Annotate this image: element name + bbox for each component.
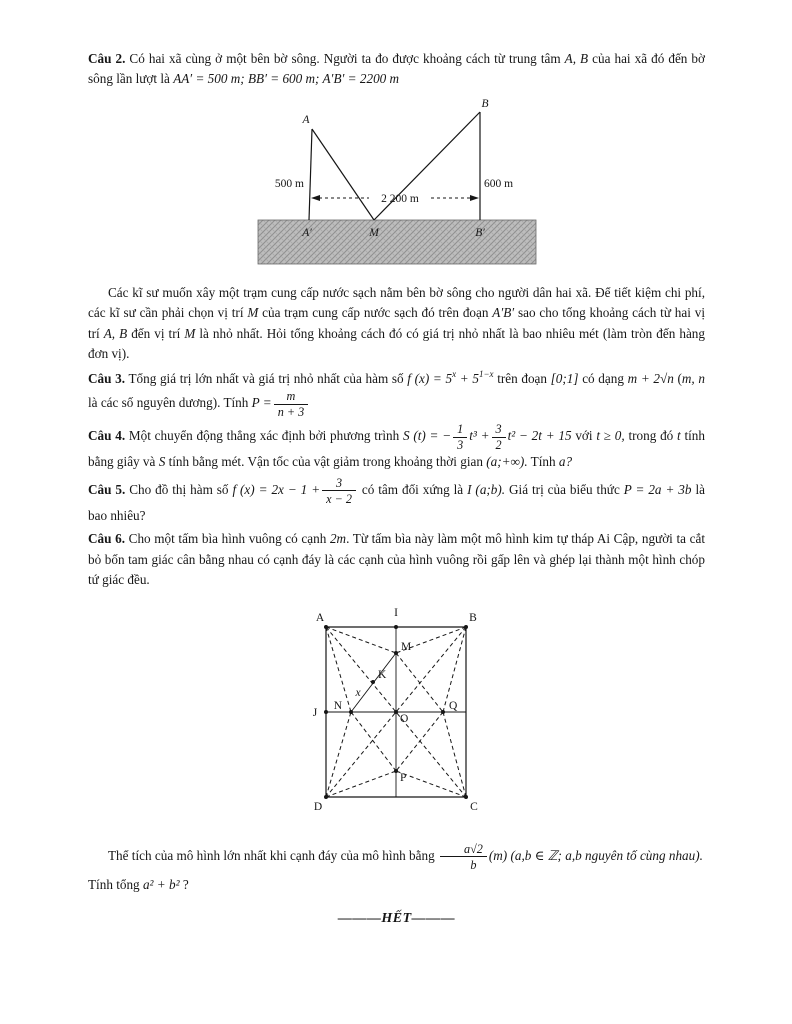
label-J: J [312, 706, 317, 719]
fraction [274, 389, 309, 419]
point-A [324, 625, 328, 629]
fraction-numerator: 1 [453, 422, 467, 438]
distance-2200-label: 2 200 m [380, 192, 419, 205]
text-run: ? [179, 876, 189, 892]
fraction-numerator: a√2 [440, 842, 487, 858]
fraction-denominator: n + 3 [277, 405, 305, 420]
superscript-run: 1−x [478, 368, 494, 379]
fraction-denominator: x − 2 [326, 491, 352, 506]
math-run: P = [251, 395, 272, 411]
point-N [349, 710, 353, 714]
end-label: HẾT [381, 911, 412, 927]
q4-paragraph [88, 422, 705, 473]
math-run: t [677, 428, 681, 444]
math-run: t ≥ 0, [596, 428, 625, 444]
text-run: tính bằng mét. Vận tốc của vật giảm trong khoảng thời gian [165, 454, 487, 470]
math-run: A, B [564, 51, 589, 66]
q6-volume-paragraph [88, 842, 705, 872]
label-I: I [393, 606, 398, 619]
point-I [394, 625, 398, 629]
fraction-numerator: 3 [492, 422, 506, 438]
text-run: Giá trị của biểu thức [505, 481, 624, 497]
text-run: Một chuyển động thẳng xác định bởi phương trình [125, 428, 403, 444]
river-diagram [257, 94, 537, 270]
math-run: t² − 2t + 15 [507, 428, 572, 444]
point-A-label: A [301, 113, 310, 126]
q6-final-question [88, 875, 705, 895]
math-run: + 5 [456, 370, 479, 386]
point-B-label: B [480, 97, 489, 110]
fraction [322, 476, 356, 506]
fraction-numerator: 3 [322, 476, 356, 492]
text-run: Tính tổng [88, 876, 143, 892]
math-run: AA′ = 500 m; BB′ = 600 m; A′B′ = 2200 m [173, 71, 400, 87]
point-M-label: M [368, 226, 379, 239]
text-run: Các kĩ sư muốn xây một trạm cung cấp nước sạch nằm bên bờ sông cho người dân hai xã. Để tiết kiệm chi phí, các kĩ sư cần phải chọn vị trí [88, 284, 705, 321]
distance-600-label: 600 m [483, 177, 513, 190]
math-run: M [247, 305, 259, 321]
q3-paragraph [88, 368, 705, 420]
fraction-denominator: 3 [457, 438, 464, 453]
point-K [371, 680, 375, 684]
fraction [453, 422, 467, 452]
text-run: Tổng giá trị lớn nhất và giá trị nhỏ nhất của hàm số [125, 370, 408, 386]
q3-label: Câu 3. [88, 370, 126, 386]
segment-A-M [312, 129, 374, 220]
math-run: 2m [329, 531, 347, 547]
text-run: Có hai xã cùng ở một bên bờ sông. Người ta đo được khoảng cách từ trung tâm [125, 51, 565, 66]
math-run: m + 2√n [627, 370, 674, 386]
point-D [324, 795, 328, 799]
point-P [394, 769, 398, 773]
q5-paragraph [88, 476, 705, 527]
end-marker [88, 911, 705, 927]
text-run: ( [673, 370, 682, 386]
label-C: C [469, 800, 478, 813]
math-run: f (x) = 5 [407, 370, 453, 386]
point-Aprime-label: A′ [301, 226, 312, 239]
q2-paragraph-2 [88, 283, 705, 365]
segment-D-N [326, 712, 351, 797]
label-O: O [399, 712, 408, 725]
fraction [440, 842, 487, 872]
label-D: D [313, 800, 322, 813]
point-C [464, 795, 468, 799]
math-run: a? [558, 454, 573, 470]
math-run: M [184, 325, 196, 341]
text-run: có dạng [578, 370, 628, 386]
segment-A-Aprime [309, 129, 312, 220]
text-run: của hai xã đó đến bờ sông lần lượt là [88, 51, 705, 87]
text-run: là các số nguyên dương). Tính [88, 395, 252, 411]
text-run: là nhỏ nhất. Hỏi tổng khoảng cách đó có giá trị nhỏ nhất là bao nhiêu mét (làm tròn đến hàng đơn vị). [88, 325, 705, 362]
q2-paragraph-1 [88, 49, 705, 90]
math-run: (a,b ∈ ℤ; a,b nguyên tố cùng nhau). [507, 847, 703, 863]
math-run: (m) [488, 847, 508, 863]
q2-label: Câu 2. [88, 51, 126, 66]
square-pyramid-net-diagram [294, 601, 500, 823]
label-K: K [377, 668, 386, 681]
end-dash-right: ——— [411, 911, 456, 927]
text-run: của trạm cung cấp nước sạch đó trên đoạn [258, 305, 493, 321]
distance-500-label: 500 m [274, 177, 304, 190]
text-run: sao cho tổng khoảng cách từ hai vị trí [88, 305, 705, 341]
text-run: trên đoạn [493, 370, 551, 386]
river-band [258, 220, 536, 264]
superscript-run: x [452, 368, 457, 379]
math-run: f (x) = 2x − 1 + [232, 481, 321, 497]
segment-C-Q [443, 712, 466, 797]
label-B: B [468, 611, 477, 624]
text-run: trong đó [624, 428, 678, 444]
fraction-denominator: 2 [495, 438, 502, 453]
q5-label: Câu 5. [88, 481, 126, 497]
point-J [324, 710, 328, 714]
math-run: m, n [681, 370, 705, 386]
point-M [394, 651, 398, 655]
q2-figure [88, 94, 705, 275]
math-run: S (t) = − [402, 428, 452, 444]
math-run: t³ + [469, 428, 490, 444]
point-O [394, 710, 398, 714]
label-P: P [399, 771, 406, 784]
text-run: có tâm đối xứng là [357, 481, 468, 497]
point-Q [441, 710, 445, 714]
label-x: x [354, 686, 361, 699]
label-Q: Q [448, 699, 457, 712]
q6-paragraph [88, 529, 705, 590]
text-run: Cho một tấm bìa hình vuông có cạnh [125, 531, 330, 547]
label-M: M [400, 640, 411, 653]
fraction-denominator: b [470, 857, 477, 872]
arrow-left-icon [311, 195, 320, 201]
math-run: A, B [103, 325, 128, 341]
text-run: Cho đồ thị hàm số [125, 481, 233, 497]
label-N: N [333, 699, 342, 712]
text-run: đến vị trí [127, 325, 185, 341]
math-run: S [158, 454, 166, 470]
math-run: [0;1] [550, 370, 579, 386]
text-run: Tính [527, 454, 559, 470]
label-A: A [315, 611, 324, 624]
arrow-right-icon [470, 195, 479, 201]
text-run: Thể tích của mô hình lớn nhất khi cạnh đáy của mô hình bằng [108, 847, 438, 863]
math-run: I (a;b). [467, 481, 506, 497]
math-run: a² + b² [142, 876, 180, 892]
text-run: . Từ tấm bìa này làm một mô hình kim tự tháp Ai Cập, người ta cắt bỏ bốn tam giác cân bằng nhau có cạnh đáy là các cạnh của hình vuông rồi gấp lên và ghép lại thành một hình chóp tứ giác đều. [88, 531, 706, 588]
point-B [464, 625, 468, 629]
math-run: A′B′ [492, 305, 515, 321]
end-dash-left: ——— [337, 911, 382, 927]
math-run: (a;+∞). [486, 454, 528, 470]
fraction-numerator: m [274, 389, 309, 405]
q4-label: Câu 4. [88, 428, 126, 444]
fraction [492, 422, 506, 452]
point-Bprime-label: B′ [474, 226, 485, 239]
text-run: là bao nhiêu? [88, 481, 705, 523]
text-run: với [571, 428, 597, 444]
math-run: P = 2a + 3b [623, 481, 692, 497]
q6-figure [88, 601, 705, 828]
text-run: tính bằng giây và [88, 428, 705, 470]
q6-label: Câu 6. [88, 531, 125, 547]
